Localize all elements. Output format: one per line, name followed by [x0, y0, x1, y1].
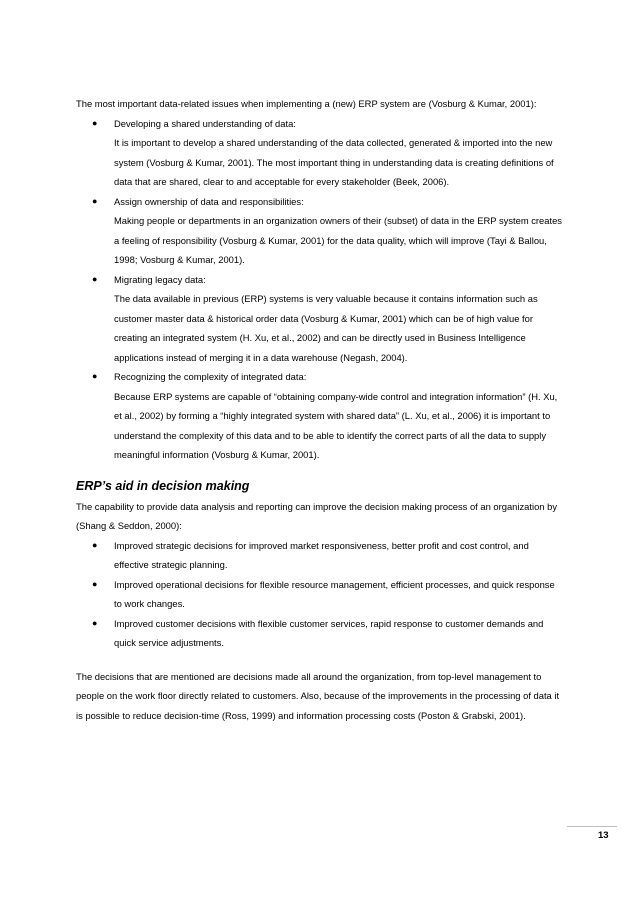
section-heading: ERP’s aid in decision making	[76, 478, 250, 493]
page-number: 13	[598, 830, 609, 841]
item-title: Recognizing the complexity of integrated data:	[114, 371, 307, 382]
bullet-icon: ●	[92, 273, 98, 284]
list-item	[76, 536, 562, 575]
bullet-icon: ●	[92, 617, 98, 628]
item-description: The data available in previous (ERP) systems is very valuable because it contains information such as customer master data & historical order data (Vosburg & Kumar, 2001) which can be of high value for creating an integrated system (H. Xu, et al., 2002) and can be directly used in Business Intelligence applications instead of merging it in a data warehouse (Negash, 2004).	[114, 293, 538, 363]
paragraph-spacer	[76, 653, 562, 667]
bullet-icon: ●	[92, 371, 98, 381]
list-item	[76, 192, 562, 270]
list-item	[76, 614, 562, 653]
bullet-icon: ●	[92, 578, 98, 589]
item-description: It is important to develop a shared understanding of the data collected, generated & imported into the new system (Vosburg & Kumar, 2001). The most important thing in understanding data is creating definitions of data that are shared, clear to and acceptable for every stakeholder (Beek, 2006).	[114, 137, 554, 187]
closing-paragraph: The decisions that are mentioned are decisions made all around the organization, from top-level management to people on the work floor directly related to customers. Also, because of the improvements in the processing of data it is possible to reduce decision-time (Ross, 1999) and information processing costs (Poston & Grabski, 2001).	[76, 670, 560, 721]
item-description: Because ERP systems are capable of “obtaining company-wide control and integration information” (H. Xu, et al., 2002) by forming a “highly integrated system with shared data” (L. Xu, et al., 2006) it is important to understand the complexity of this data and to be able to identify the correct parts of all the data to supply meaningful information (Vosburg & Kumar, 2001).	[114, 390, 558, 460]
footer-divider	[567, 826, 617, 827]
intro-paragraph: The most important data-related issues when implementing a (new) ERP system are (Vosburg & Kumar, 2001):	[76, 98, 537, 109]
document-page	[76, 94, 562, 725]
list-item	[76, 367, 562, 465]
item-title: Migrating legacy data:	[114, 273, 206, 285]
item-text: Improved customer decisions with flexible customer services, rapid response to customer demands and quick service adjustments.	[114, 617, 544, 648]
data-issues-list	[76, 114, 562, 465]
bullet-icon: ●	[92, 539, 98, 550]
item-text: Improved operational decisions for flexible resource management, efficient processes, and quick response to work changes.	[114, 578, 555, 609]
list-item	[76, 114, 562, 192]
item-description: Making people or departments in an organization owners of their (subset) of data in the ERP system creates a feeling of responsibility (Vosburg & Kumar, 2001) for the data quality, which will improve (Tayi & Ballou, 1998; Vosburg & Kumar, 2001).	[114, 215, 562, 265]
bullet-icon: ●	[92, 195, 98, 206]
section-intro-paragraph: The capability to provide data analysis and reporting can improve the decision making process of an organization by (Shang & Seddon, 2000):	[76, 500, 558, 531]
list-item	[76, 575, 562, 614]
bullet-icon: ●	[92, 117, 98, 128]
item-text: Improved strategic decisions for improved market responsiveness, better profit and cost control, and effective strategic planning.	[114, 539, 529, 570]
list-item	[76, 270, 562, 368]
item-title: Developing a shared understanding of data:	[114, 117, 296, 129]
decisions-list	[76, 536, 562, 653]
item-title: Assign ownership of data and responsibilities:	[114, 195, 304, 207]
